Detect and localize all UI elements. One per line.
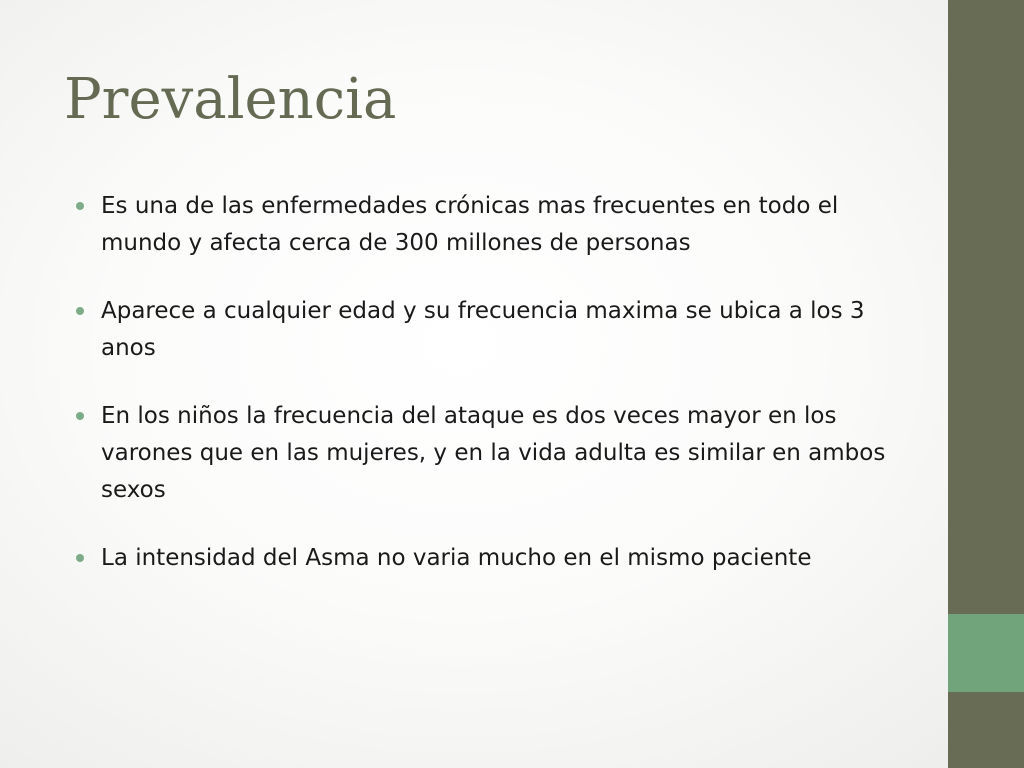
list-item [64,540,904,577]
bullet-dot-icon [76,554,84,562]
bullet-list [64,188,904,608]
bullet-text: Es una de las enfermedades crónicas mas frecuentes en todo el mundo y afecta cerca de 300 millones de personas [101,193,839,256]
list-item [64,293,904,367]
bullet-dot-icon [76,412,84,420]
bullet-dot-icon [76,307,84,315]
bullet-dot-icon [76,202,84,210]
bullet-text: En los niños la frecuencia del ataque es dos veces mayor en los varones que en las mujeres, y en la vida adulta es similar en ambos sexos [101,403,886,503]
list-item [64,398,904,509]
list-item [64,188,904,262]
slide-title: Prevalencia [64,67,397,132]
bullet-text: Aparece a cualquier edad y su frecuencia maxima se ubica a los 3 anos [101,298,865,361]
side-accent-block [948,614,1024,692]
bullet-text: La intensidad del Asma no varia mucho en el mismo paciente [101,545,812,571]
